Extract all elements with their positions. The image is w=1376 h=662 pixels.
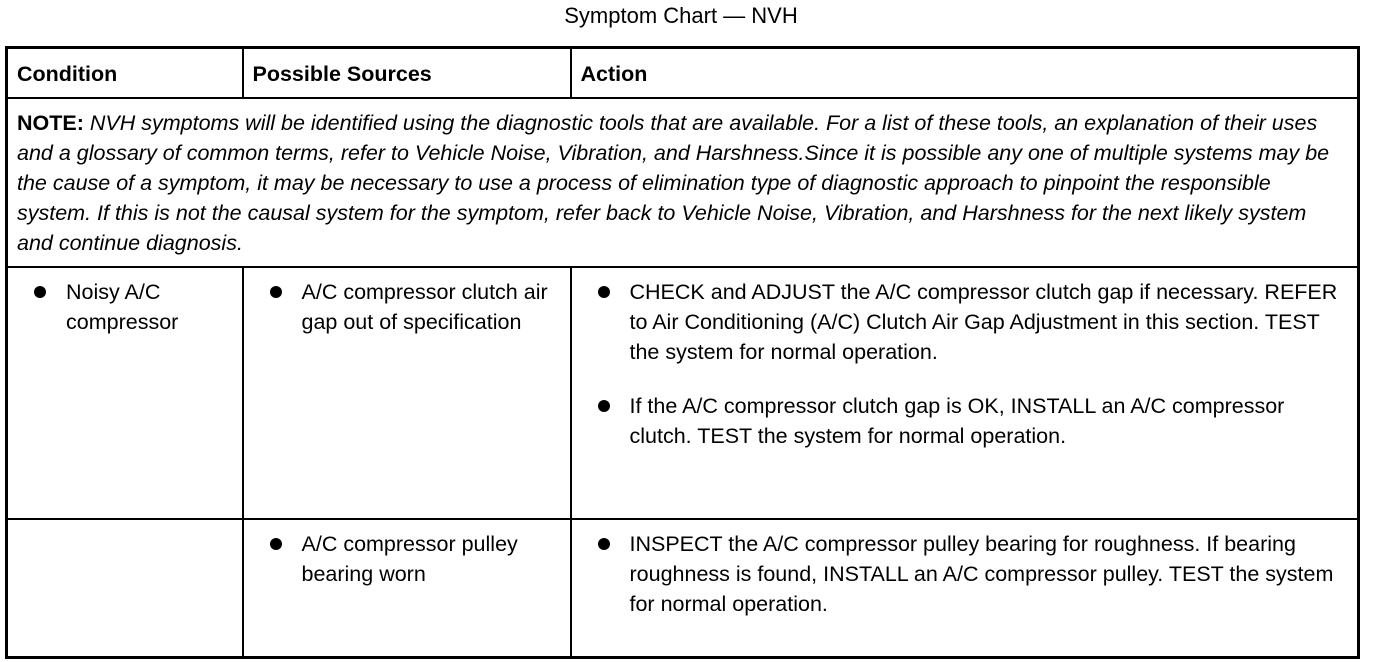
header-action: Action — [571, 48, 1359, 99]
note-text: NVH symptoms will be identified using the diagnostic tools that are available. For a list of these tools, an explanation of their uses and a glossary of common terms, refer to Vehicle Noise, Vibration, and Harshness.Since it is possible any one of multiple systems may be the cause of a symptom, it may be necessary to use a process of elimination type of diagnostic approach to pinpoint the responsible system. If this is not the causal system for the symptom, refer back to Vehicle Noise, Vibration, and Harshness for the next likely system and continue diagnosis. — [17, 111, 1330, 255]
action-text: CHECK and ADJUST the A/C compressor clutch gap if necessary. REFER to Air Conditioning (A/C) Clutch Air Gap Adjustment in this section. TEST the system for normal operation. — [629, 280, 1338, 364]
list-item — [594, 277, 1350, 367]
page-title: Symptom Chart — NVH — [564, 3, 798, 28]
header-condition: Condition — [7, 48, 243, 99]
list-item — [594, 529, 1350, 619]
header-possible-sources: Possible Sources — [243, 48, 571, 99]
bullet-icon — [270, 538, 282, 550]
list-item — [594, 391, 1350, 451]
note-label: NOTE: — [17, 111, 84, 135]
bullet-icon — [598, 400, 610, 412]
action-cell — [571, 519, 1359, 658]
table-row — [7, 267, 1359, 519]
note-row — [7, 98, 1359, 267]
source-text: A/C compressor pulley bearing worn — [301, 532, 518, 586]
action-cell — [571, 267, 1359, 519]
source-cell — [243, 267, 571, 519]
action-text: If the A/C compressor clutch gap is OK, INSTALL an A/C compressor clutch. TEST the system for normal operation. — [629, 394, 1285, 448]
symptom-chart-table — [5, 46, 1360, 659]
condition-cell — [7, 519, 243, 658]
list-item — [266, 277, 562, 337]
note-cell — [7, 98, 1359, 267]
action-text: INSPECT the A/C compressor pulley bearing for roughness. If bearing roughness is found, INSTALL an A/C compressor pulley. TEST the system for normal operation. — [629, 532, 1334, 616]
condition-cell — [7, 267, 243, 519]
list-item — [266, 529, 562, 589]
table-header-row — [7, 48, 1359, 99]
bullet-icon — [598, 286, 610, 298]
bullet-icon — [34, 286, 46, 298]
bullet-icon — [270, 286, 282, 298]
bullet-icon — [598, 538, 610, 550]
table-row — [7, 519, 1359, 658]
condition-text: Noisy A/C compressor — [66, 280, 179, 334]
list-item — [30, 277, 234, 337]
source-cell — [243, 519, 571, 658]
source-text: A/C compressor clutch air gap out of specification — [301, 280, 548, 334]
